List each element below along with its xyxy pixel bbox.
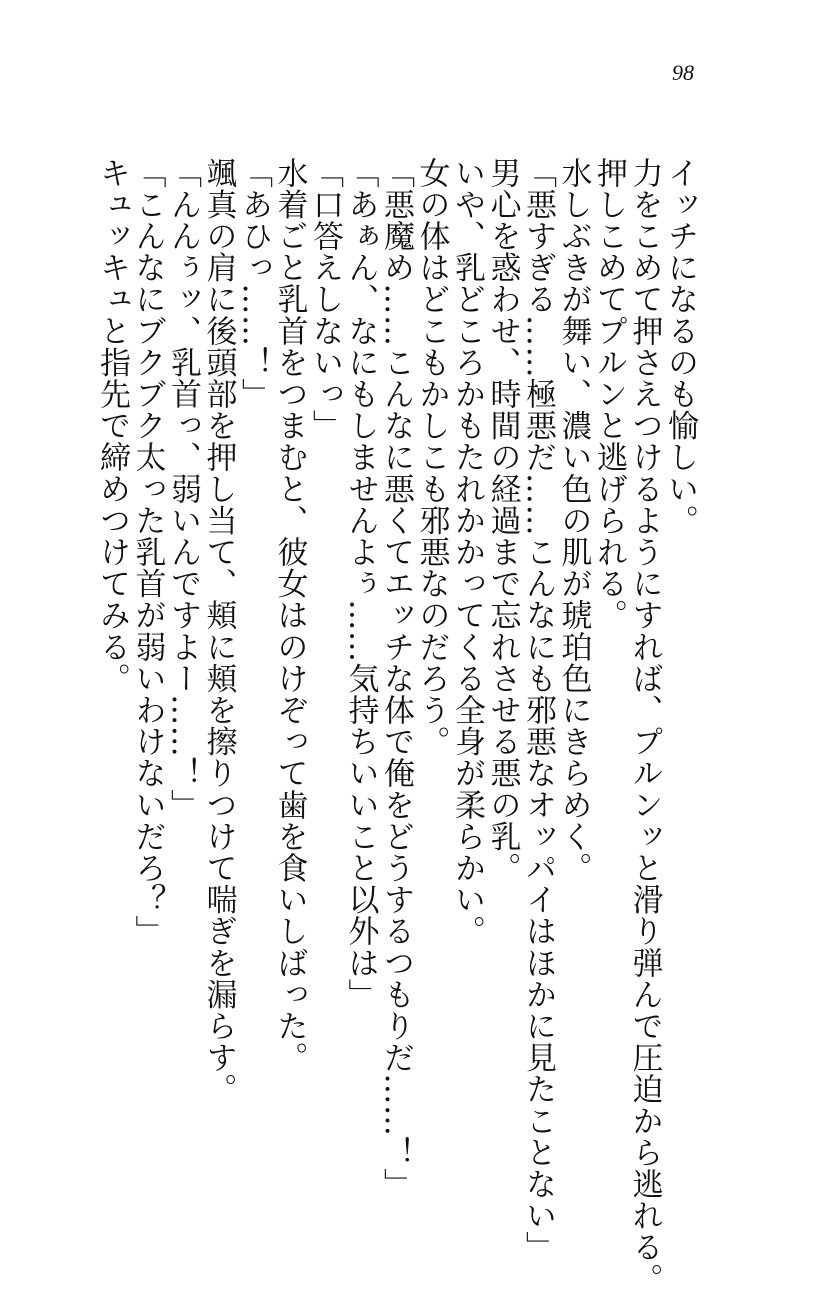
text-line: 「あひっ……！」 (236, 157, 272, 410)
text-line: キュッキュと指先で締めつけてみる。 (94, 157, 130, 695)
text-line: 「悪魔め……こんなに悪くてエッチな体で俺をどうするつもりだ……！」 (378, 157, 414, 1200)
text-line: 「あぁん、なにもしませんよぅ……気持ちいいこと以外は」 (342, 157, 379, 1011)
text-line: 押しこめてプルンと逃げられる。 (591, 157, 627, 631)
text-line: 女の体はどこもかしこも邪悪なのだろう。 (413, 157, 450, 758)
text-line: イッチになるのも愉しい。 (662, 157, 698, 537)
text-line: 男心を惑わせ、時間の経過まで忘れさせる悪の乳。 (484, 157, 521, 884)
text-line: 「こんなにブクブク太った乳首が弱いわけないだろ？」 (129, 157, 166, 947)
body-text (94, 157, 698, 1295)
text-line: いや、乳どころかもたれかかってくる全身が柔らかい。 (449, 157, 485, 947)
text-line: 水着ごと乳首をつまむと、彼女はのけぞって歯を食いしばった。 (271, 157, 308, 1074)
text-line: 水しぶきが舞い、濃い色の肌が琥珀色にきらめく。 (555, 157, 592, 884)
text-line: 力をこめて押さえつけるようにすれば、プルンッと滑り弾んで圧迫から逃れる。 (626, 157, 663, 1295)
text-line: 「んんぅッ、乳首っ、弱いんですよー……！」 (165, 157, 201, 821)
page-number: 98 (672, 60, 694, 85)
text-line: 「悪すぎる……極悪だ……こんなにも邪悪なオッパイはほかに見たことない」 (520, 157, 556, 1263)
text-line: 颯真の肩に後頭部を押し当て、頬に頬を擦りつけて喘ぎを漏らす。 (200, 157, 237, 1105)
text-line: 「口答えしないっ」 (307, 157, 343, 442)
